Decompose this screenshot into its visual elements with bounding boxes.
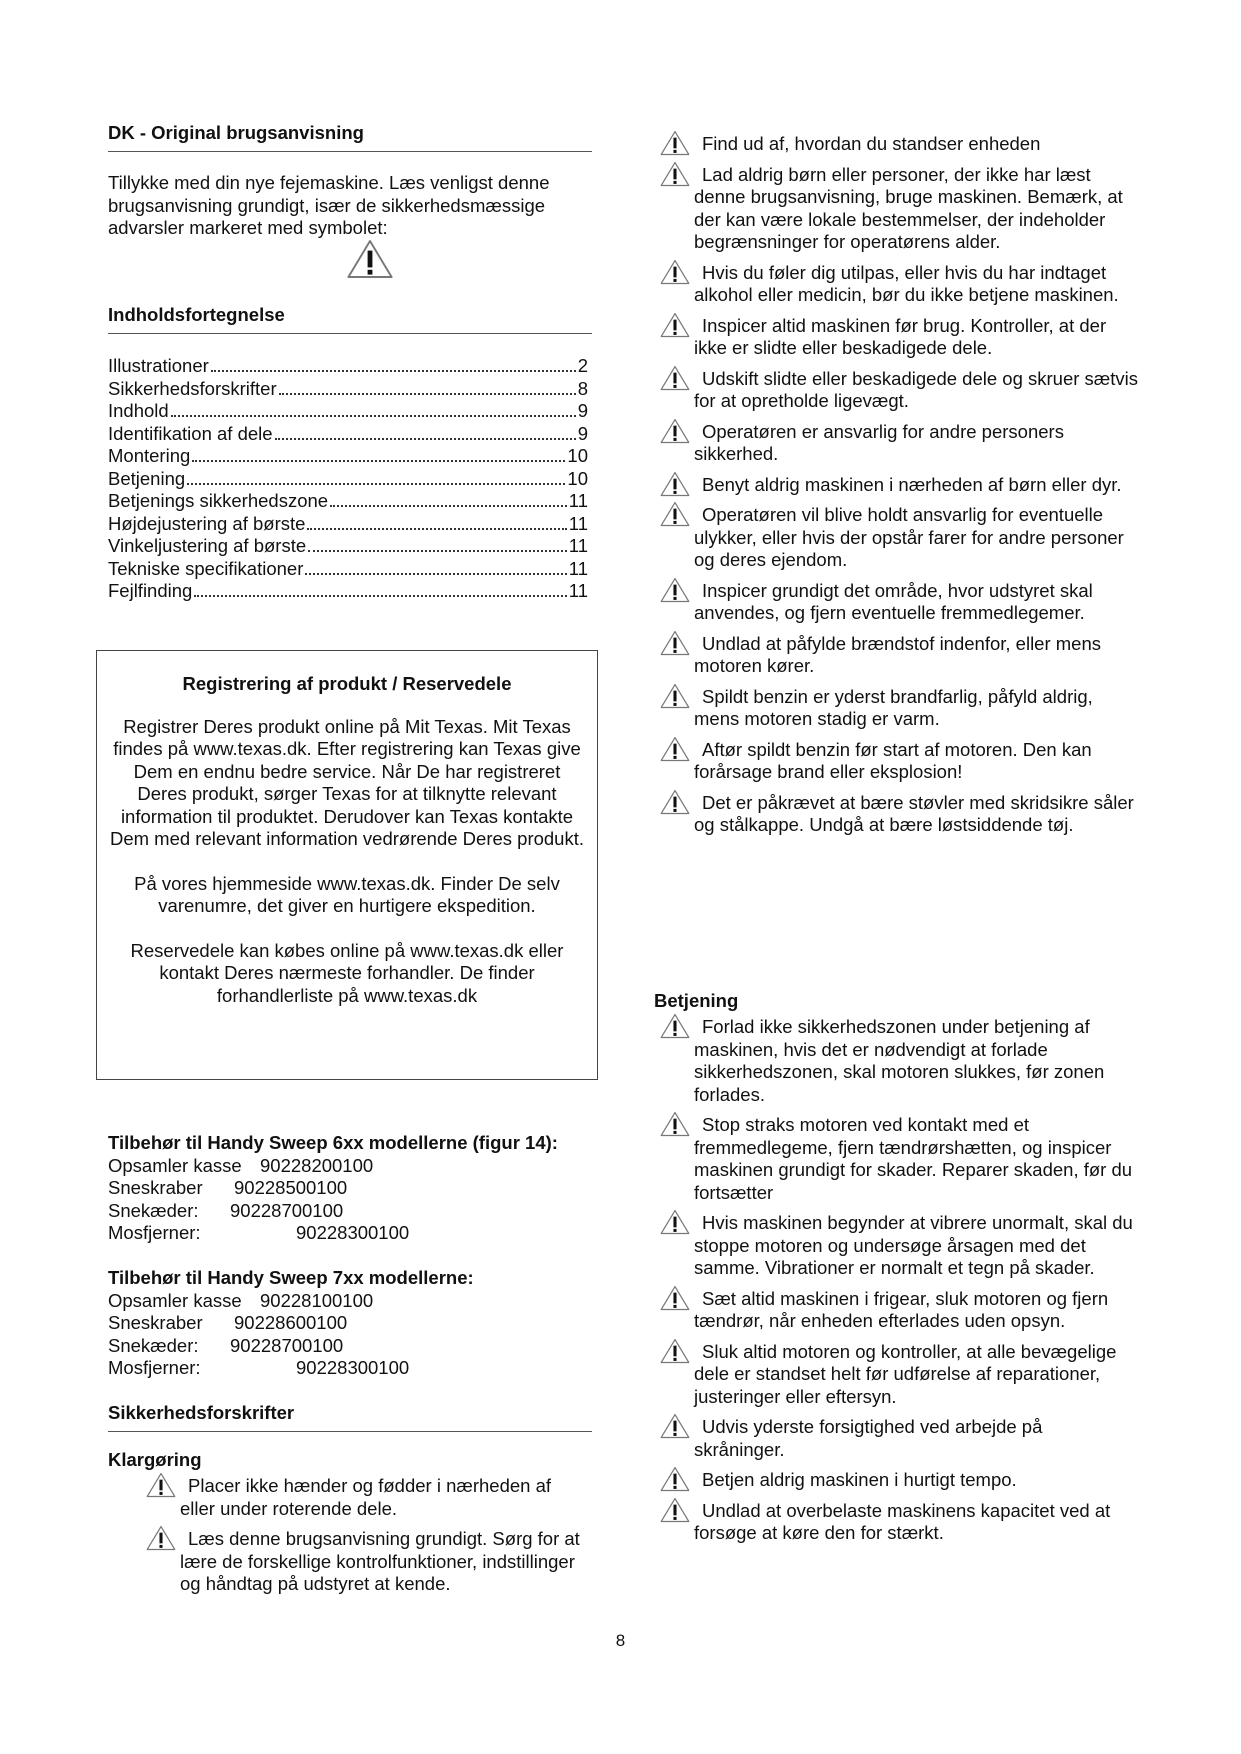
warning-icon (658, 418, 692, 444)
instruction-text: Benyt aldrig maskinen i nærheden af børn eller dyr. (702, 473, 1122, 495)
toc-leader-dots (330, 505, 567, 507)
safety-instruction (658, 474, 1138, 497)
toc-entry-page: 11 (568, 535, 588, 556)
safety-instruction (658, 315, 1138, 360)
warning-icon (658, 1209, 692, 1235)
toc-leader-dots (187, 483, 565, 485)
toc-entry-page: 11 (568, 557, 588, 579)
instruction-text: Udskift slidte eller beskadigede dele og skruer sætvis for at opretholde ligevægt. (694, 367, 1138, 411)
toc-entry (108, 445, 588, 468)
safety-instruction (658, 1114, 1138, 1204)
accessory-row: Opsamler kasse 90228200100 (108, 1154, 374, 1176)
page-number: 8 (615, 1631, 626, 1650)
safety-instruction (144, 1528, 584, 1596)
safety-instruction (658, 739, 1138, 784)
toc-title: Indholdsfortegnelse (108, 304, 592, 334)
instruction-text: Udvis yderste forsigtighed ved arbejde på skråninger. (694, 1416, 1043, 1460)
toc-leader-dots (211, 370, 576, 372)
toc-leader-dots (275, 438, 576, 440)
instruction-text: Placer ikke hænder og fødder i nærheden af eller under roterende dele. (180, 1475, 552, 1519)
toc-entry (108, 400, 588, 423)
toc-entry-page: 9 (577, 400, 588, 421)
safety-instruction (658, 164, 1138, 254)
instruction-text: Lad aldrig børn eller personer, der ikke har læst denne brugsanvisning, bruge maskinen. Bemærk, at der kan være lokale bestemmelser, der indeholder begrænsninger for operatørens alder. (694, 163, 1123, 252)
safety-instruction (658, 1469, 1138, 1492)
safety-instruction (658, 633, 1138, 678)
toc-entry (108, 535, 588, 558)
toc-leader-dots (279, 393, 576, 395)
toc-entry-label: Tekniske specifikationer (108, 557, 304, 579)
accessory-row: Mosfjerner: 90228300100 (108, 1222, 410, 1243)
instruction-text: Sluk altid motoren og kontroller, at alle bevægelige dele er standset helt før udførelse af reparationer, justeringer eller eftersyn. (694, 1340, 1117, 1407)
warning-icon (658, 1497, 692, 1523)
warning-icon (658, 259, 692, 285)
table-of-contents (108, 355, 588, 603)
warning-icon (658, 161, 692, 187)
toc-entry-label: Indhold (108, 400, 169, 421)
accessories-6xx (108, 1132, 608, 1245)
safety-instruction (658, 792, 1138, 837)
instruction-text: Forlad ikke sikkerhedszonen under betjening af maskinen, hvis det er nødvendigt at forlade sikkerhedszonen, skal motoren slukkes, før zonen forlades. (694, 1016, 1105, 1105)
accessories-6xx-title: Tilbehør til Handy Sweep 6xx modellerne (figur 14): (108, 1132, 558, 1153)
warning-icon (658, 789, 692, 815)
toc-entry-label: Identifikation af dele (108, 422, 273, 444)
accessory-row: Mosfjerner: 90228300100 (108, 1357, 410, 1378)
warning-icon (144, 1472, 178, 1498)
toc-entry (108, 468, 588, 491)
safety-instruction (658, 262, 1138, 307)
warning-icon (658, 1111, 692, 1137)
warning-icon (144, 1525, 178, 1551)
toc-entry-label: Fejlfinding (108, 580, 193, 601)
toc-entry (108, 423, 588, 446)
warning-icon (658, 1013, 692, 1039)
toc-leader-dots (308, 550, 567, 552)
toc-entry-page: 11 (568, 490, 588, 511)
toc-entry-label: Højdejustering af børste (108, 512, 306, 534)
instruction-text: Inspicer altid maskinen før brug. Kontroller, at der ikke er slidte eller beskadigede dele. (694, 314, 1107, 358)
registration-title: Registrering af produkt / Reservedele (182, 673, 512, 694)
warning-icon (658, 1466, 692, 1492)
instruction-text: Spildt benzin er yderst brandfarlig, påfyld aldrig, mens motoren stadig er varm. (694, 685, 1093, 729)
warning-icon (658, 471, 692, 497)
intro-text: Tillykke med din nye fejemaskine. Læs venligst denne brugsanvisning grundigt, især de sikkerhedsmæssige advarsler markeret med symbolet: (108, 172, 550, 238)
safety-instruction (658, 580, 1138, 625)
preparation-title: Klargøring (108, 1449, 202, 1470)
instruction-text: Inspicer grundigt det område, hvor udstyret skal anvendes, og fjern eventuelle fremmedlegemer. (694, 579, 1093, 623)
instruction-text: Find ud af, hvordan du standser enheden (702, 133, 1041, 154)
accessories-7xx (108, 1267, 608, 1380)
warning-icon (658, 577, 692, 603)
accessory-row: Opsamler kasse 90228100100 (108, 1289, 374, 1311)
safety-instruction (658, 1416, 1138, 1461)
toc-entry-label: Illustrationer (108, 355, 209, 376)
toc-entry-page: 8 (577, 377, 588, 399)
toc-entry-page: 11 (568, 512, 588, 534)
warning-icon (658, 1413, 692, 1439)
warning-icon (658, 365, 692, 391)
toc-entry-page: 10 (567, 445, 588, 466)
safety-instruction (658, 1288, 1138, 1333)
instruction-text: Hvis du føler dig utilpas, eller hvis du har indtaget alkohol eller medicin, bør du ikke betjene maskinen. (694, 261, 1119, 305)
safety-instruction (658, 1500, 1138, 1545)
toc-leader-dots (194, 595, 566, 597)
warning-icon (658, 630, 692, 656)
operation-title: Betjening (654, 990, 739, 1011)
instruction-text: Betjen aldrig maskinen i hurtigt tempo. (702, 1469, 1017, 1490)
safety-instruction (658, 686, 1138, 731)
warning-icon (346, 236, 394, 282)
toc-leader-dots (192, 460, 565, 462)
warning-icon (658, 1285, 692, 1311)
registration-box (96, 650, 598, 1080)
instruction-text: Hvis maskinen begynder at vibrere unormalt, skal du stoppe motoren og undersøge årsagen med det samme. Vibrationer er normalt et tegn på skader. (694, 1212, 1133, 1278)
toc-entry-label: Betjening (108, 467, 186, 489)
toc-entry-label: Montering (108, 445, 191, 466)
safety-instruction (658, 133, 1138, 156)
toc-entry (108, 490, 588, 513)
general-safety-list (658, 133, 1138, 845)
toc-leader-dots (307, 528, 566, 530)
warning-icon (658, 130, 692, 156)
warning-icon (658, 1338, 692, 1364)
warning-icon (658, 501, 692, 527)
instruction-text: Læs denne brugsanvisning grundigt. Sørg for at lære de forskellige kontrolfunktioner, indstillinger og håndtag på udstyret at kende. (180, 1528, 580, 1594)
accessory-row: Sneskraber 90228500100 (108, 1177, 348, 1198)
toc-entry-label: Betjenings sikkerhedszone (108, 490, 329, 511)
toc-entry-label: Sikkerhedsforskrifter (108, 377, 277, 399)
instruction-text: Operatøren vil blive holdt ansvarlig for eventuelle ulykker, eller hvis der opstår farer for andre personer og deres ejendom. (694, 504, 1124, 570)
safety-instruction (144, 1475, 584, 1520)
toc-entry-label: Vinkeljustering af børste (108, 535, 307, 556)
preparation-list (144, 1475, 584, 1604)
warning-icon (658, 312, 692, 338)
toc-entry (108, 378, 588, 401)
instruction-text: Undlad at overbelaste maskinens kapacitet ved at forsøge at køre den for stærkt. (694, 1499, 1111, 1543)
safety-instruction (658, 1341, 1138, 1409)
instruction-text: Sæt altid maskinen i frigear, sluk motoren og fjern tændrør, når enheden efterlades uden opsyn. (694, 1287, 1109, 1331)
instruction-text: Operatøren er ansvarlig for andre personers sikkerhed. (694, 420, 1064, 464)
instruction-text: Undlad at påfylde brændstof indenfor, eller mens motoren kører. (694, 632, 1102, 676)
warning-icon (658, 736, 692, 762)
safety-instruction (658, 421, 1138, 466)
instruction-text: Stop straks motoren ved kontakt med et fremmedlegeme, fjern tændrørshætten, og inspicer maskinen grundigt for skader. Reparer skaden, før du fortsætter (694, 1114, 1133, 1203)
safety-title: Sikkerhedsforskrifter (108, 1402, 592, 1432)
toc-entry-page: 10 (567, 467, 588, 489)
safety-instruction (658, 1016, 1138, 1106)
warning-icon (658, 683, 692, 709)
toc-entry (108, 513, 588, 536)
toc-leader-dots (171, 415, 576, 417)
toc-entry-page: 9 (577, 422, 588, 444)
safety-instruction (658, 504, 1138, 572)
safety-instruction (658, 1212, 1138, 1280)
toc-entry-page: 2 (577, 355, 588, 376)
accessories-7xx-title: Tilbehør til Handy Sweep 7xx modellerne: (108, 1267, 474, 1288)
registration-paragraph: Reservedele kan købes online på www.texas.dk eller kontakt Deres nærmeste forhandler. De finder forhandlerliste på www.texas.dk (130, 939, 564, 1006)
toc-entry-page: 11 (568, 580, 588, 601)
toc-entry (108, 355, 588, 378)
operation-safety-list (658, 1016, 1138, 1553)
toc-entry (108, 580, 588, 603)
safety-instruction (658, 368, 1138, 413)
instruction-text: Det er påkrævet at bære støvler med skridsikre såler og stålkappe. Undgå at bære løstsiddende tøj. (694, 791, 1134, 835)
accessory-row: Sneskraber 90228600100 (108, 1312, 348, 1333)
document-title: DK - Original brugsanvisning (108, 122, 592, 152)
toc-entry (108, 558, 588, 581)
registration-paragraph: Registrer Deres produkt online på Mit Texas. Mit Texas findes på www.texas.dk. Efter registrering kan Texas give Dem en endnu bedre service. Når De har registreret Deres produkt, sørger Texas for at tilknytte relevant information til produktet. Derudover kan Texas kontakte Dem med relevant information vedrørende Deres produkt. (109, 715, 585, 849)
registration-paragraph: På vores hjemmeside www.texas.dk. Finder De selv varenumre, det giver en hurtigere ekspedition. (134, 872, 560, 916)
accessory-row: Snekæder: 90228700100 (108, 1199, 344, 1221)
accessory-row: Snekæder: 90228700100 (108, 1334, 344, 1356)
instruction-text: Aftør spildt benzin før start af motoren. Den kan forårsage brand eller eksplosion! (694, 738, 1092, 782)
toc-leader-dots (305, 573, 566, 575)
